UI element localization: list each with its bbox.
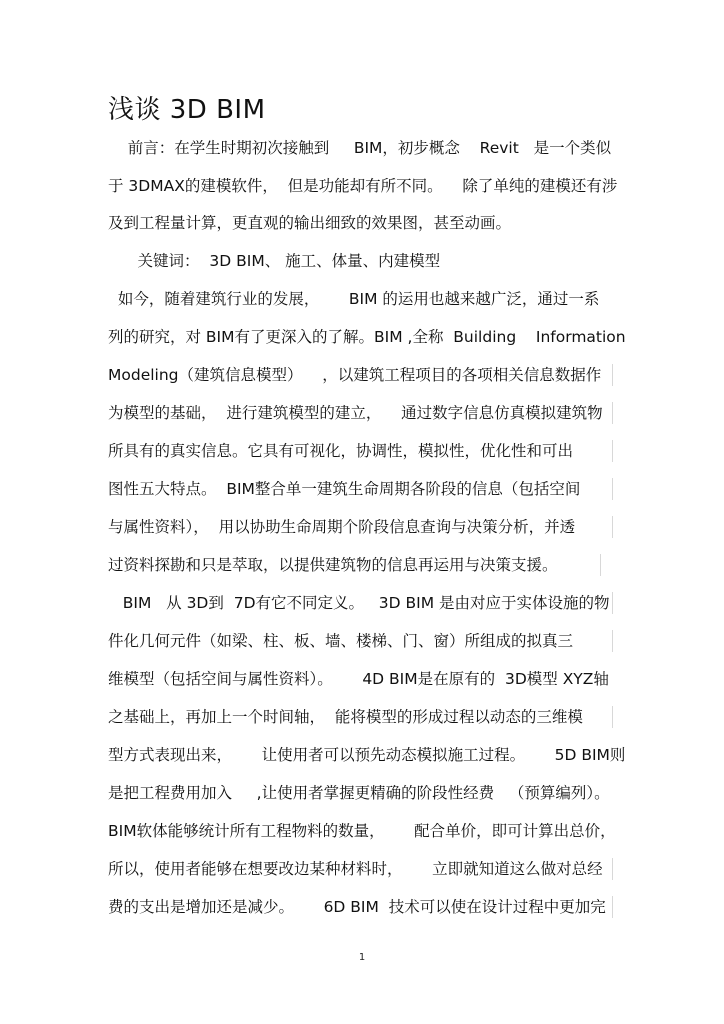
body-line: 与属性资料）， 用以协助生命周期个阶段信息查询与决策分析，并透: [108, 518, 576, 536]
document-title: 浅谈 3D BIM: [108, 95, 266, 125]
body-line: 是把工程费用加入 ,让使用者掌握更精确的阶段性经费 （预算编列）。: [108, 784, 610, 802]
body-line: 之基础上，再加上一个时间轴， 能将模型的形成过程以动态的三维模: [108, 708, 583, 726]
scan-edge-mark: [612, 592, 613, 614]
body-line: 型方式表现出来， 让使用者可以预先动态模拟施工过程。 5D BIM则: [108, 746, 626, 764]
body-line: BIM软体能够统计所有工程物料的数量， 配合单价，即可计算出总价，: [108, 822, 616, 840]
scan-edge-mark: [612, 706, 613, 728]
page-number: 1: [358, 952, 366, 963]
body-line: 列的研究，对 BIM有了更深入的了解。BIM ,全称 Building Information: [108, 328, 626, 346]
scan-edge-mark: [612, 858, 613, 880]
scan-edge-mark: [612, 402, 613, 424]
scan-edge-mark: [612, 896, 613, 918]
body-line: 关键词： 3D BIM、 施工、体量、内建模型: [108, 252, 441, 270]
body-line: BIM 从 3D到 7D有它不同定义。 3D BIM 是由对应于实体设施的物: [108, 594, 610, 612]
body-line: 件化几何元件（如梁、柱、板、墙、楼梯、门、窗）所组成的拟真三: [108, 632, 574, 650]
body-line: 为模型的基础， 进行建筑模型的建立， 通过数字信息仿真模拟建筑物: [108, 404, 603, 422]
scan-edge-mark: [612, 630, 613, 652]
scan-edge-mark: [612, 364, 613, 386]
scan-edge-mark: [612, 516, 613, 538]
body-line: 维模型（包括空间与属性资料）。 4D BIM是在原有的 3D模型 XYZ轴: [108, 670, 609, 688]
body-line: 费的支出是增加还是减少。 6D BIM 技术可以使在设计过程中更加完: [108, 898, 606, 916]
scan-edge-mark: [612, 440, 613, 462]
body-line: 所具有的真实信息。它具有可视化，协调性，模拟性，优化性和可出: [108, 442, 574, 460]
body-line: 过资料探勘和只是萃取，以提供建筑物的信息再运用与决策支援。: [108, 556, 558, 574]
body-line: 于 3DMAX的建模软件， 但是功能却有所不同。 除了单纯的建模还有涉: [108, 177, 618, 195]
body-line: Modeling（建筑信息模型） ，以建筑工程项目的各项相关信息数据作: [108, 366, 602, 384]
body-line: 图性五大特点。 BIM整合单一建筑生命周期各阶段的信息（包括空间: [108, 480, 581, 498]
scan-edge-mark: [612, 478, 613, 500]
body-line: 及到工程量计算，更直观的输出细致的效果图，甚至动画。: [108, 214, 512, 232]
body-line: 前言：在学生时期初次接触到 BIM，初步概念 Revit 是一个类似: [108, 139, 612, 157]
body-line: 如今，随着建筑行业的发展， BIM 的运用也越来越广泛，通过一系: [108, 290, 600, 308]
scan-edge-mark: [600, 554, 601, 576]
body-line: 所以，使用者能够在想要改边某种材料时， 立即就知道这么做对总经: [108, 860, 603, 878]
